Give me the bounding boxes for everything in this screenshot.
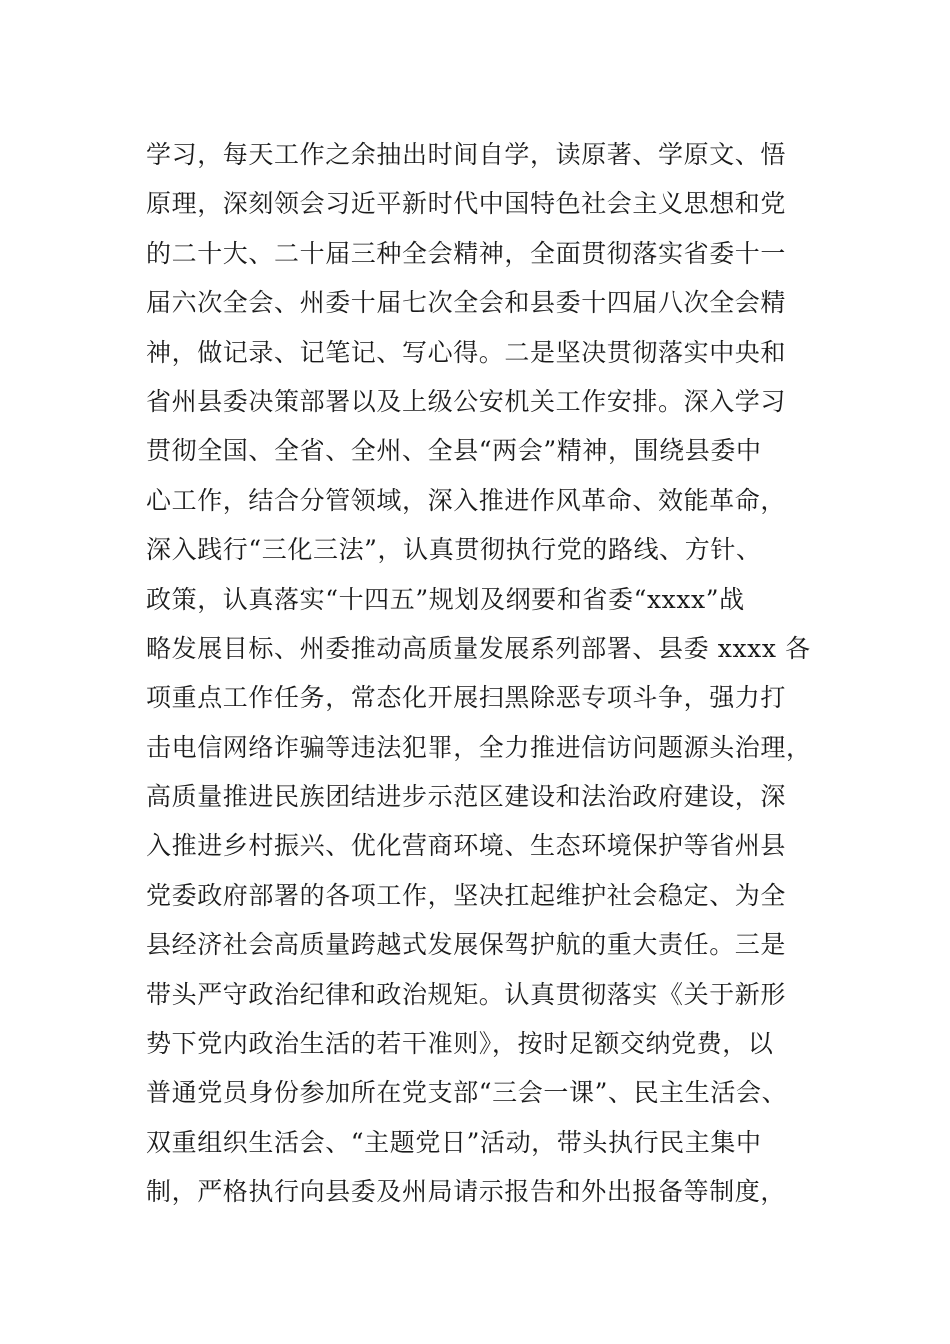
text-line-6: 省州县委决策部署以及上级公安机关工作安排。深入学习: [146, 386, 787, 416]
text-line-1: 学习，每天工作之余抽出时间自学，读原著、学原文、悟: [146, 140, 787, 169]
text-line-5: 神，做记录、记笔记、写心得。二是坚决贯彻落实中央和: [146, 337, 787, 367]
text-line-16: 党委政府部署的各项工作，坚决扛起维护社会稳定、为全: [146, 880, 787, 910]
text-line-11: 略发展目标、州委推动高质量发展系列部署、县委 xxxx 各: [146, 633, 811, 663]
text-line-9: 深入践行“三化三法”，认真贯彻执行党的路线、方针、: [146, 535, 762, 565]
text-line-2: 原理，深刻领会习近平新时代中国特色社会主义思想和党: [146, 189, 787, 219]
text-line-13: 击电信网络诈骗等违法犯罪，全力推进信访问题源头治理，: [146, 732, 812, 762]
body-text: [146, 130, 846, 1217]
text-line-10: 政策，认真落实“十四五”规划及纲要和省委“xxxx”战: [146, 584, 745, 614]
text-line-4: 届六次全会、州委十届七次全会和县委十四届八次全会精: [146, 288, 787, 318]
text-line-7: 贯彻全国、全省、全州、全县“两会”精神，围绕县委中: [146, 436, 762, 466]
text-line-3: 的二十大、二十届三种全会精神，全面贯彻落实省委十一: [146, 238, 787, 268]
text-line-20: 普通党员身份参加所在党支部“三会一课”、民主生活会、: [146, 1078, 788, 1108]
text-line-17: 县经济社会高质量跨越式发展保驾护航的重大责任。三是: [146, 930, 787, 960]
text-line-18: 带头严守政治纪律和政治规矩。认真贯彻落实《关于新形: [146, 979, 787, 1009]
text-line-8: 心工作，结合分管领域，深入推进作风革命、效能革命，: [146, 485, 787, 515]
text-line-12: 项重点工作任务，常态化开展扫黑除恶专项斗争，强力打: [146, 683, 787, 713]
text-line-19: 势下党内政治生活的若干准则》，按时足额交纳党费，以: [146, 1029, 774, 1059]
text-line-14: 高质量推进民族团结进步示范区建设和法治政府建设，深: [146, 782, 787, 812]
text-line-21: 双重组织生活会、“主题党日”活动，带头执行民主集中: [146, 1127, 762, 1157]
text-line-15: 入推进乡村振兴、优化营商环境、生态环境保护等省州县: [146, 831, 787, 861]
text-line-22: 制，严格执行向县委及州局请示报告和外出报备等制度，: [146, 1177, 787, 1207]
